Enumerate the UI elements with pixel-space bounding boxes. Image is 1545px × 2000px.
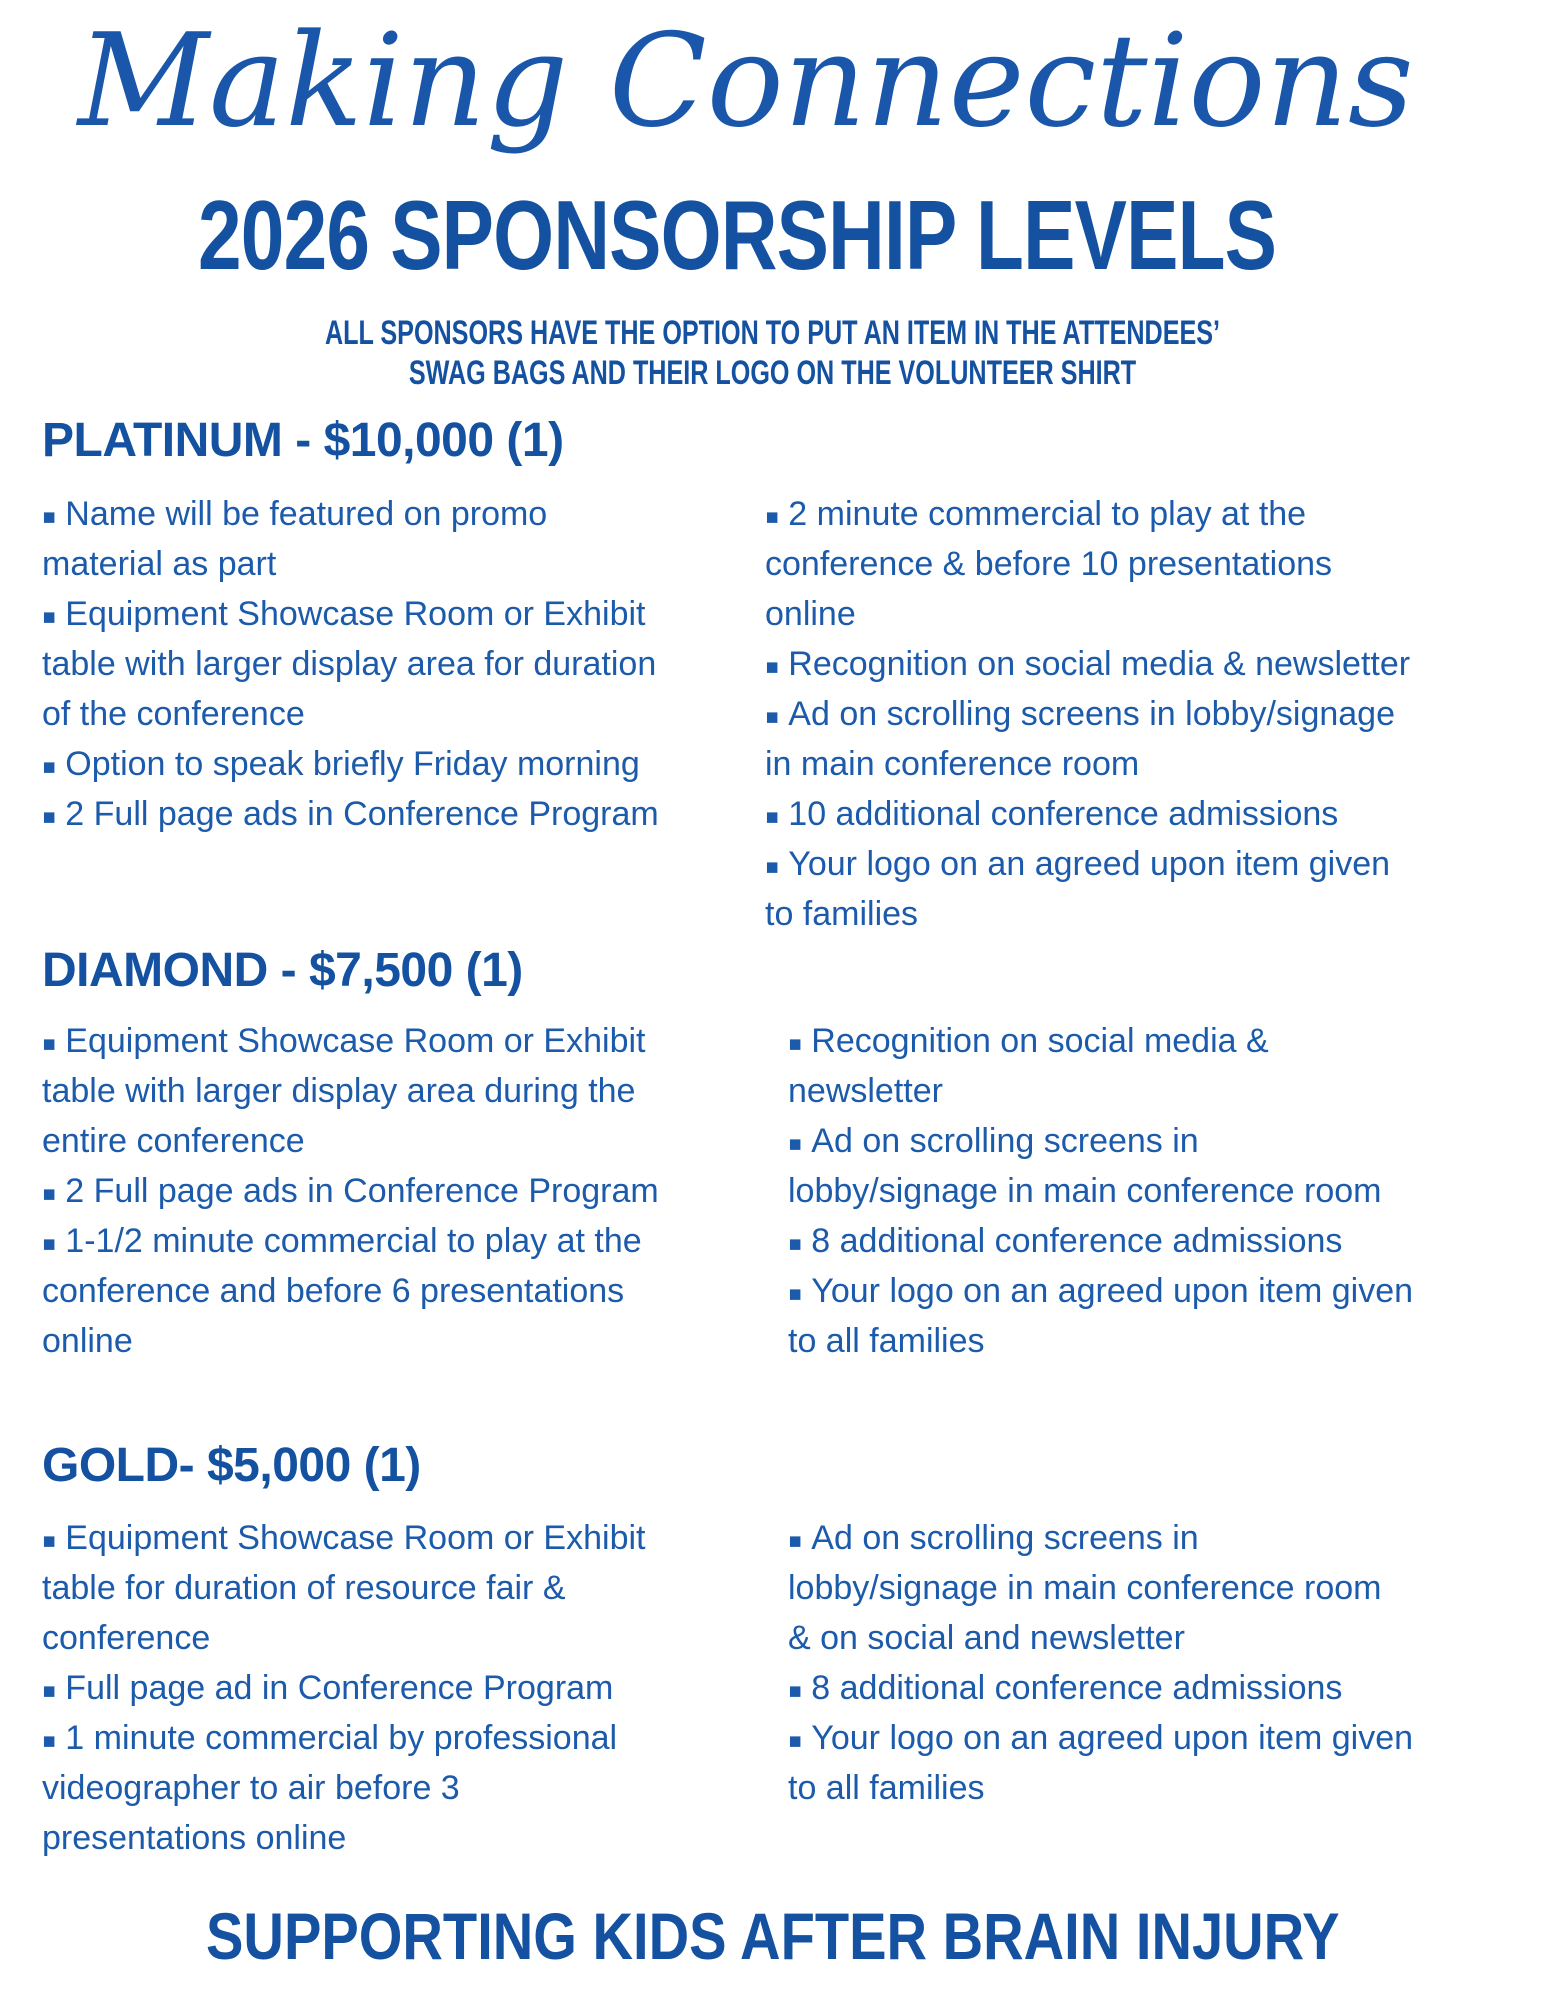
bullet-square-icon: ▪: [42, 603, 57, 628]
benefit-item: [788, 1266, 1413, 1366]
benefit-line: presentations online: [42, 1819, 347, 1857]
bullet-square-icon: ▪: [765, 503, 780, 528]
platinum-benefits-left-column: [42, 489, 659, 839]
bullet-square-icon: ▪: [765, 703, 780, 728]
benefit-line: ▪ 10 additional conference admissions: [765, 789, 1410, 839]
benefit-line: table with larger display area during the: [42, 1072, 636, 1110]
benefit-item: [788, 1713, 1413, 1813]
bullet-square-icon: ▪: [788, 1130, 803, 1155]
benefit-item: [765, 489, 1410, 639]
benefit-line: online: [42, 1322, 133, 1360]
platinum-section-heading: PLATINUM - $10,000 (1): [42, 414, 564, 467]
benefit-item: [42, 739, 659, 789]
bullet-square-icon: ▪: [42, 1180, 57, 1205]
benefit-item: [765, 689, 1410, 789]
subtitle-line-2: SWAG BAGS AND THEIR LOGO ON THE VOLUNTEER SHIRT: [408, 354, 1137, 392]
benefit-item: [42, 1216, 659, 1366]
footer-tagline-text: SUPPORTING KIDS AFTER BRAIN INJURY: [205, 1899, 1340, 1973]
benefit-line: ▪ 1-1/2 minute commercial to play at the: [42, 1216, 659, 1266]
benefit-line: ▪ Equipment Showcase Room or Exhibit: [42, 1513, 645, 1563]
benefit-line: ▪ 8 additional conference admissions: [788, 1216, 1413, 1266]
benefit-line: ▪ Recognition on social media & newsletter: [765, 639, 1410, 689]
bullet-square-icon: ▪: [788, 1280, 803, 1305]
benefit-line: ▪ Equipment Showcase Room or Exhibit: [42, 589, 659, 639]
gold-benefits-right-column: [788, 1513, 1413, 1813]
page-title: 2026 SPONSORSHIP LEVELS: [198, 180, 1277, 290]
benefit-line: videographer to air before 3: [42, 1769, 460, 1807]
bullet-square-icon: ▪: [42, 753, 57, 778]
bullet-square-icon: ▪: [765, 653, 780, 678]
benefit-line: conference & before 10 presentations: [765, 545, 1333, 583]
benefit-item: [42, 1713, 645, 1863]
benefit-line: ▪ Your logo on an agreed upon item given: [788, 1713, 1413, 1763]
bullet-square-icon: ▪: [765, 853, 780, 878]
benefit-item: [42, 1663, 645, 1713]
benefit-line: lobby/signage in main conference room: [788, 1172, 1382, 1210]
benefit-line: in main conference room: [765, 745, 1140, 783]
benefit-item: [42, 589, 659, 739]
bullet-square-icon: ▪: [42, 1030, 57, 1055]
benefit-line: table with larger display area for duration: [42, 645, 657, 683]
benefit-item: [765, 839, 1410, 939]
benefit-line: material as part: [42, 545, 277, 583]
benefit-item: [765, 639, 1410, 689]
footer-tagline: [0, 1899, 1545, 1973]
bullet-square-icon: ▪: [42, 1727, 57, 1752]
benefit-line: ▪ 2 minute commercial to play at the: [765, 489, 1410, 539]
benefit-line: ▪ 1 minute commercial by professional: [42, 1713, 645, 1763]
gold-section-heading: GOLD- $5,000 (1): [42, 1439, 421, 1492]
benefit-item: [788, 1513, 1413, 1663]
benefit-line: ▪ 2 Full page ads in Conference Program: [42, 1166, 659, 1216]
subtitle-line-1: ALL SPONSORS HAVE THE OPTION TO PUT AN ITEM IN THE ATTENDEES’: [324, 314, 1221, 352]
benefit-line: ▪ Your logo on an agreed upon item given: [788, 1266, 1413, 1316]
bullet-square-icon: ▪: [788, 1230, 803, 1255]
platinum-benefits-right-column: [765, 489, 1410, 939]
benefit-line: to families: [765, 895, 919, 933]
benefit-line: conference and before 6 presentations: [42, 1272, 625, 1310]
benefit-line: table for duration of resource fair &: [42, 1569, 566, 1607]
benefit-line: lobby/signage in main conference room: [788, 1569, 1382, 1607]
benefit-line: entire conference: [42, 1122, 305, 1160]
benefit-line: to all families: [788, 1769, 985, 1807]
diamond-benefits-right-column: [788, 1016, 1413, 1366]
bullet-square-icon: ▪: [42, 503, 57, 528]
bullet-square-icon: ▪: [42, 1230, 57, 1255]
benefit-line: ▪ Ad on scrolling screens in: [788, 1116, 1413, 1166]
bullet-square-icon: ▪: [765, 803, 780, 828]
benefit-item: [765, 789, 1410, 839]
bullet-square-icon: ▪: [788, 1030, 803, 1055]
bullet-square-icon: ▪: [788, 1677, 803, 1702]
subtitle: [0, 313, 1545, 393]
bullet-square-icon: ▪: [42, 1677, 57, 1702]
benefit-item: [788, 1016, 1413, 1116]
benefit-line: conference: [42, 1619, 211, 1657]
benefit-item: [42, 1513, 645, 1663]
benefit-line: ▪ Your logo on an agreed upon item given: [765, 839, 1410, 889]
benefit-item: [788, 1116, 1413, 1216]
bullet-square-icon: ▪: [788, 1727, 803, 1752]
benefit-line: & on social and newsletter: [788, 1619, 1185, 1657]
bullet-square-icon: ▪: [42, 803, 57, 828]
script-title: Making Connections: [77, 7, 1414, 156]
benefit-line: ▪ Recognition on social media &: [788, 1016, 1413, 1066]
benefit-line: ▪ Full page ad in Conference Program: [42, 1663, 645, 1713]
bullet-square-icon: ▪: [42, 1527, 57, 1552]
benefit-item: [788, 1216, 1413, 1266]
diamond-section-heading: DIAMOND - $7,500 (1): [42, 944, 523, 997]
benefit-line: ▪ Name will be featured on promo: [42, 489, 659, 539]
benefit-line: ▪ Ad on scrolling screens in lobby/signage: [765, 689, 1410, 739]
benefit-item: [42, 1166, 659, 1216]
benefit-item: [42, 789, 659, 839]
benefit-item: [42, 1016, 659, 1166]
diamond-benefits-left-column: [42, 1016, 659, 1366]
benefit-item: [788, 1663, 1413, 1713]
bullet-square-icon: ▪: [788, 1527, 803, 1552]
benefit-line: ▪ 8 additional conference admissions: [788, 1663, 1413, 1713]
benefit-line: to all families: [788, 1322, 985, 1360]
benefit-line: ▪ Ad on scrolling screens in: [788, 1513, 1413, 1563]
benefit-line: online: [765, 595, 856, 633]
benefit-line: newsletter: [788, 1072, 943, 1110]
benefit-line: ▪ 2 Full page ads in Conference Program: [42, 789, 659, 839]
gold-benefits-left-column: [42, 1513, 645, 1863]
benefit-line: ▪ Option to speak briefly Friday morning: [42, 739, 659, 789]
benefit-line: of the conference: [42, 695, 305, 733]
benefit-item: [42, 489, 659, 589]
benefit-line: ▪ Equipment Showcase Room or Exhibit: [42, 1016, 659, 1066]
